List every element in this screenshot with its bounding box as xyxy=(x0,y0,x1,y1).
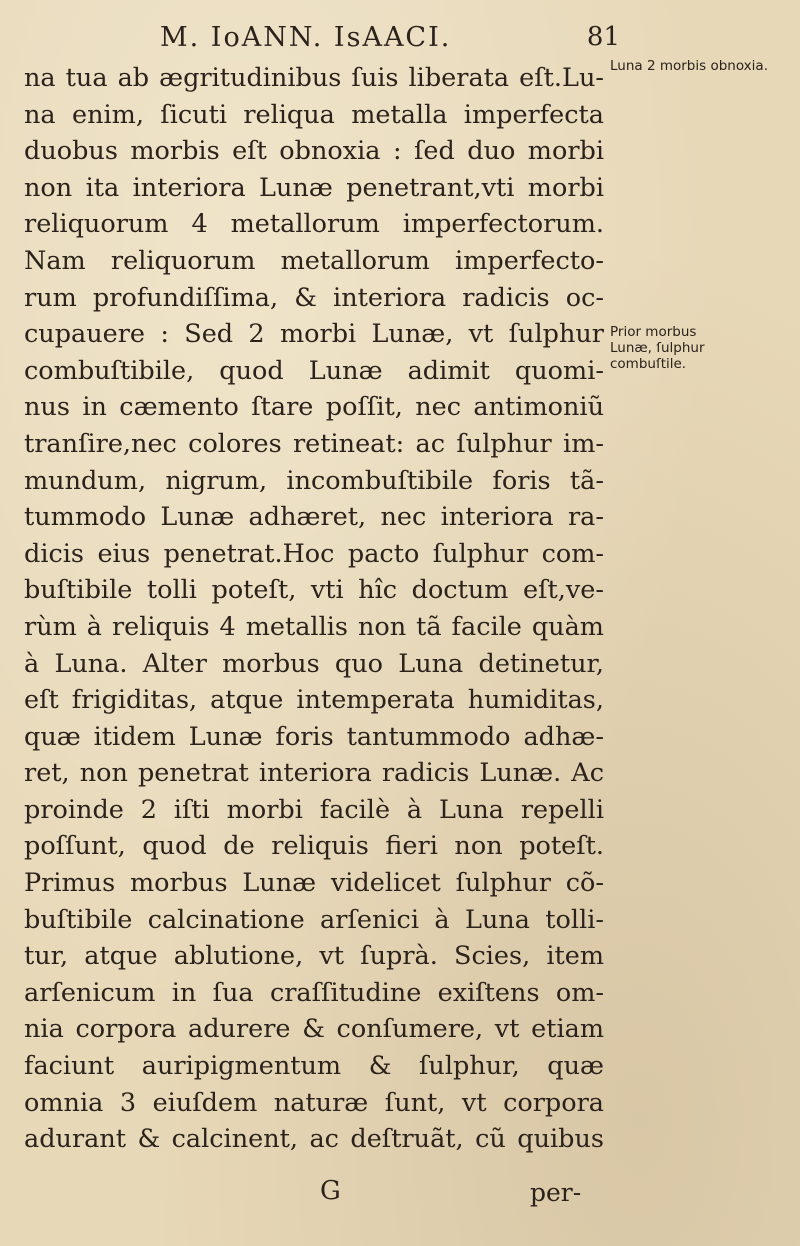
text-line: poſſunt, quod de reliquis fieri non poteſt. xyxy=(24,831,604,862)
text-line: reliquorum 4 metallorum imperfectorum. xyxy=(24,209,604,240)
text-line: ret, non penetrat interiora radicis Lunæ. Ac xyxy=(24,758,604,789)
text-line: à Luna. Alter morbus quo Luna detinetur, xyxy=(24,648,604,679)
text-line: rùm à reliquis 4 metallis non tã facile quàm xyxy=(24,611,604,642)
text-line: dicis eius penetrat.Hoc pacto ſulphur com- xyxy=(24,538,604,569)
catchword: per- xyxy=(530,1178,582,1207)
margin-note-line: Prior morbus xyxy=(610,324,697,340)
margin-note-line: Luna 2 morbis obnoxia. xyxy=(610,58,768,74)
text-line: nus in cæmento ſtare poſſit, nec antimoniũ xyxy=(24,392,604,423)
text-line: nia corpora adurere & conſumere, vt etiam xyxy=(24,1014,604,1045)
text-line: adurant & calcinent, ac deſtruãt, cũ quibus xyxy=(24,1124,604,1155)
text-line: Nam reliquorum metallorum imperfecto- xyxy=(24,245,604,276)
text-line: omnia 3 eiuſdem naturæ ſunt, vt corpora xyxy=(24,1087,604,1118)
page-header xyxy=(160,18,640,62)
text-line: na enim, ſicuti reliqua metalla imperfecta xyxy=(24,99,604,130)
text-line: na tua ab ægritudinibus ſuis liberata eſt.Lu- xyxy=(24,63,604,93)
text-line: duobus morbis eſt obnoxia : ſed duo morbi xyxy=(24,136,604,167)
text-line: proinde 2 iſti morbi facilè à Luna repelli xyxy=(24,794,604,825)
text-line: arſenicum in ſua craſſitudine exiſtens om- xyxy=(24,977,604,1008)
page-number: 81 xyxy=(586,22,620,52)
text-line: tranſire,nec colores retineat: ac ſulphur im- xyxy=(24,428,604,459)
text-line: Primus morbus Lunæ videlicet ſulphur cõ- xyxy=(24,868,604,899)
text-line: eſt frigiditas, atque intemperata humiditas, xyxy=(24,685,604,716)
text-line: faciunt auripigmentum & ſulphur, quæ xyxy=(24,1051,604,1082)
running-head: M. IoANN. IsAACI. xyxy=(160,22,452,53)
text-line: tur, atque ablutione, vt ſuprà. Scies, item xyxy=(24,941,604,972)
text-line: combuſtibile, quod Lunæ adimit quomi- xyxy=(24,355,604,386)
body-text xyxy=(24,60,604,1158)
text-line: quæ itidem Lunæ foris tantummodo adhæ- xyxy=(24,721,604,752)
margin-note xyxy=(610,58,795,74)
text-line: non ita interiora Lunæ penetrant,vti morbi xyxy=(24,172,604,203)
text-line: rum profundiſſima, & interiora radicis oc- xyxy=(24,282,604,313)
text-line: mundum, nigrum, incombuſtibile foris tã- xyxy=(24,465,604,496)
signature-mark: G xyxy=(320,1176,341,1206)
margin-note xyxy=(610,324,795,372)
text-line: buſtibile tolli poteſt, vti hîc doctum eſt,ve- xyxy=(24,575,604,606)
text-line: cupauere : Sed 2 morbi Lunæ, vt ſulphur xyxy=(24,319,604,350)
text-line: tummodo Lunæ adhæret, nec interiora ra- xyxy=(24,502,604,533)
text-line: buſtibile calcinatione arſenici à Luna tolli- xyxy=(24,904,604,935)
margin-note-line: combuſtile. xyxy=(610,356,687,372)
margin-note-line: Lunæ, ſulphur xyxy=(610,340,705,356)
